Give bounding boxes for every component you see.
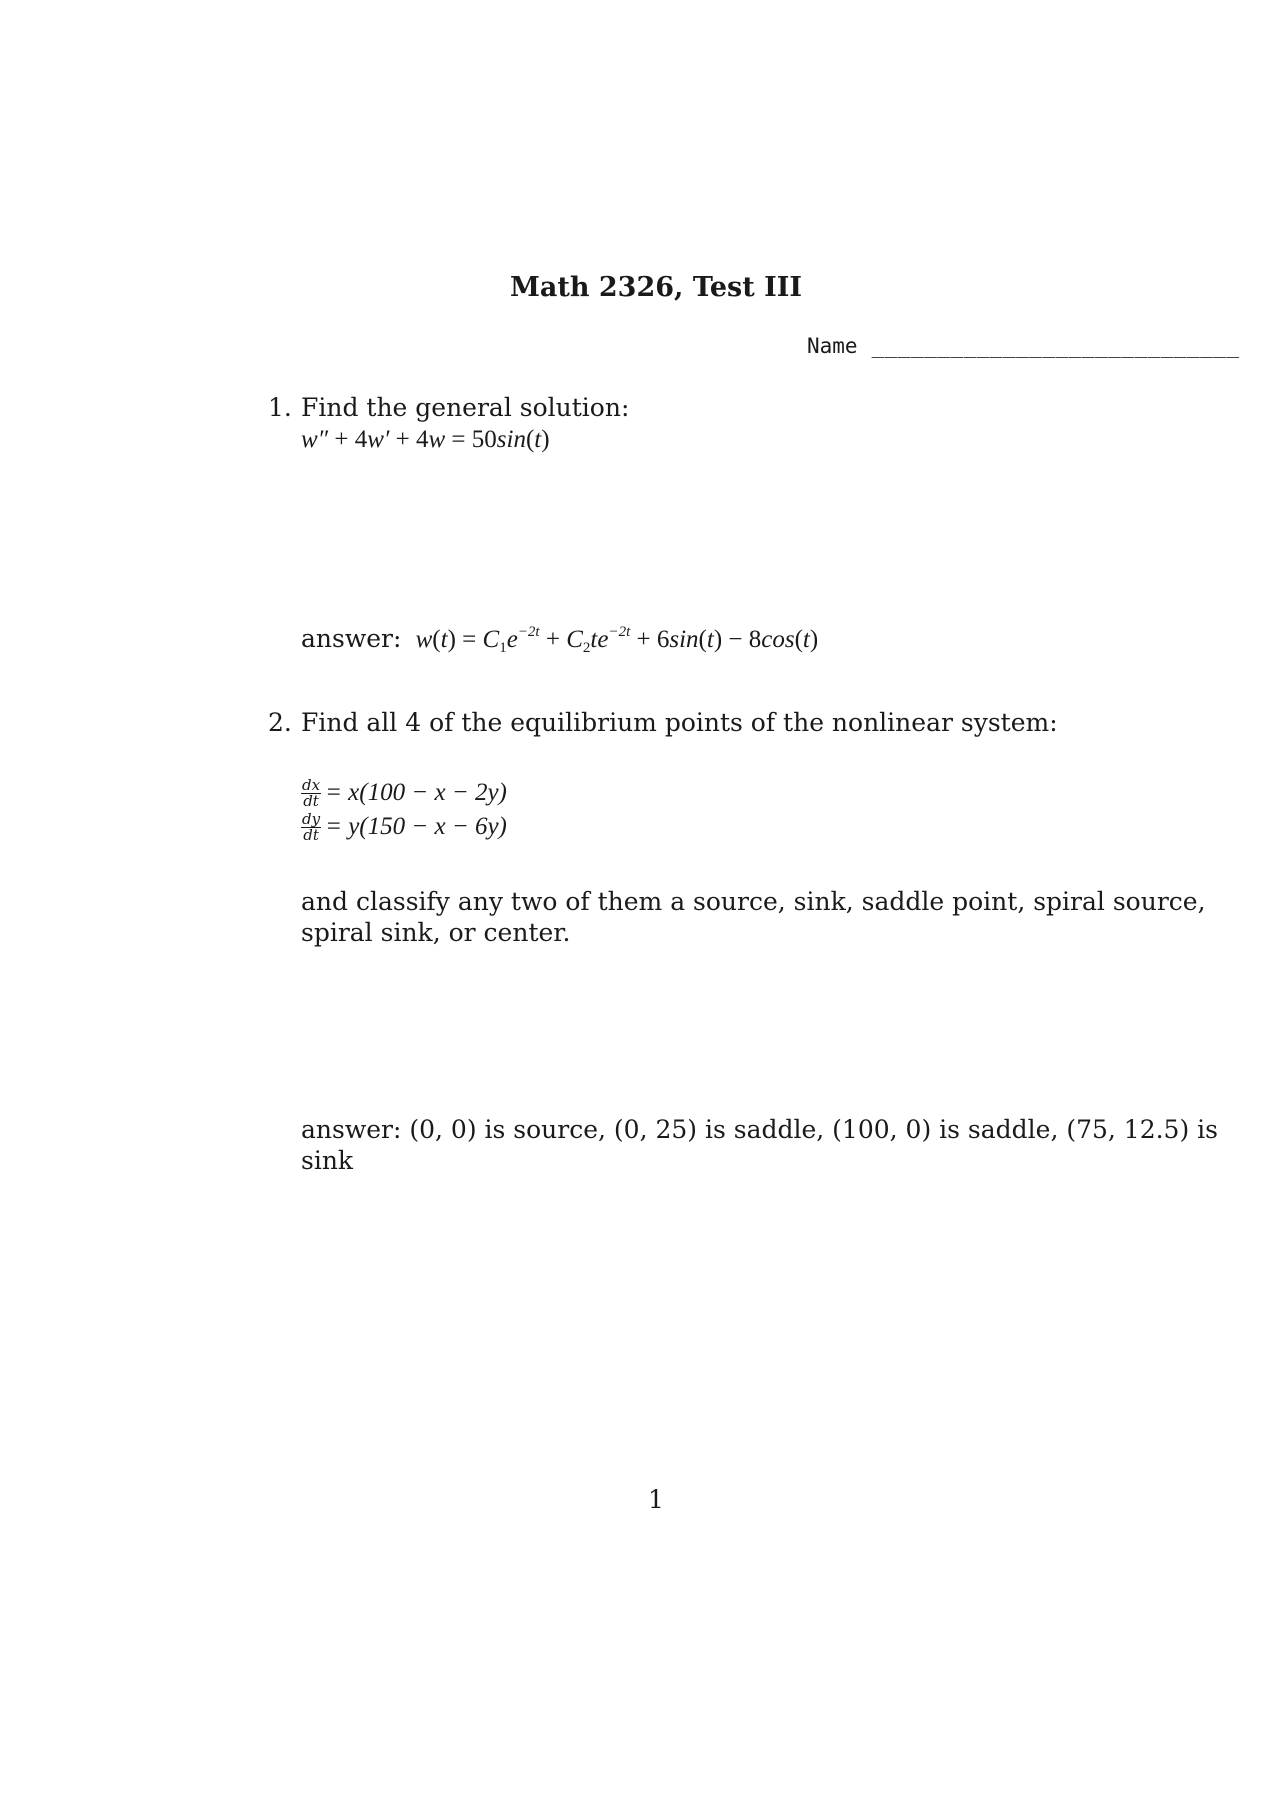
problem-1-equation: w″ + 4w′ + 4w = 50sin(t) [301, 426, 550, 453]
problem-2-answer-line-2: sink [301, 1146, 354, 1175]
problem-2-prompt: Find all 4 of the equilibrium points of the nonlinear system: [301, 708, 1058, 737]
problem-2-number: 2. [268, 708, 292, 737]
system-rhs-1: = x(100 − x − 2y) [325, 779, 507, 806]
problem-2-answer-text: (0, 0) is source, (0, 25) is saddle, (100, 0) is saddle, (75, 12.5) is [409, 1115, 1218, 1144]
derivative-fraction-1 [301, 778, 321, 809]
problem-1-answer-label: answer: [301, 624, 402, 653]
fraction-denominator: dt [303, 792, 319, 810]
fraction-denominator: dt [303, 826, 319, 844]
fraction-numerator: dx [302, 776, 321, 794]
name-label: Name [807, 334, 858, 358]
problem-2-answer-label: answer: [301, 1115, 402, 1144]
problem-2-system [301, 777, 507, 845]
system-equation-2 [301, 811, 507, 845]
page-title: Math 2326, Test III [510, 272, 802, 303]
problem-1-answer [301, 623, 818, 655]
system-rhs-2: = y(150 − x − 6y) [325, 813, 507, 840]
system-equation-1 [301, 777, 507, 811]
problem-2-classify-line-1: and classify any two of them a source, sink, saddle point, spiral source, [301, 887, 1206, 916]
problem-1-answer-formula: $w(t) = C_1e^{-2t} + C_2te^{-2t} + 6\sin(t) - 8\cos(t)$ [409, 624, 819, 656]
problem-1-prompt: Find the general solution: [301, 393, 630, 422]
problem-2-answer-line-1 [301, 1114, 1218, 1145]
fraction-numerator: dy [302, 810, 321, 828]
page-number: 1 [648, 1485, 664, 1514]
derivative-fraction-2 [301, 812, 321, 843]
name-field [807, 334, 1240, 358]
problem-2-classify-line-2: spiral sink, or center. [301, 918, 571, 947]
problem-1-number: 1. [268, 393, 292, 422]
name-blank: ____________________________ [871, 334, 1240, 358]
